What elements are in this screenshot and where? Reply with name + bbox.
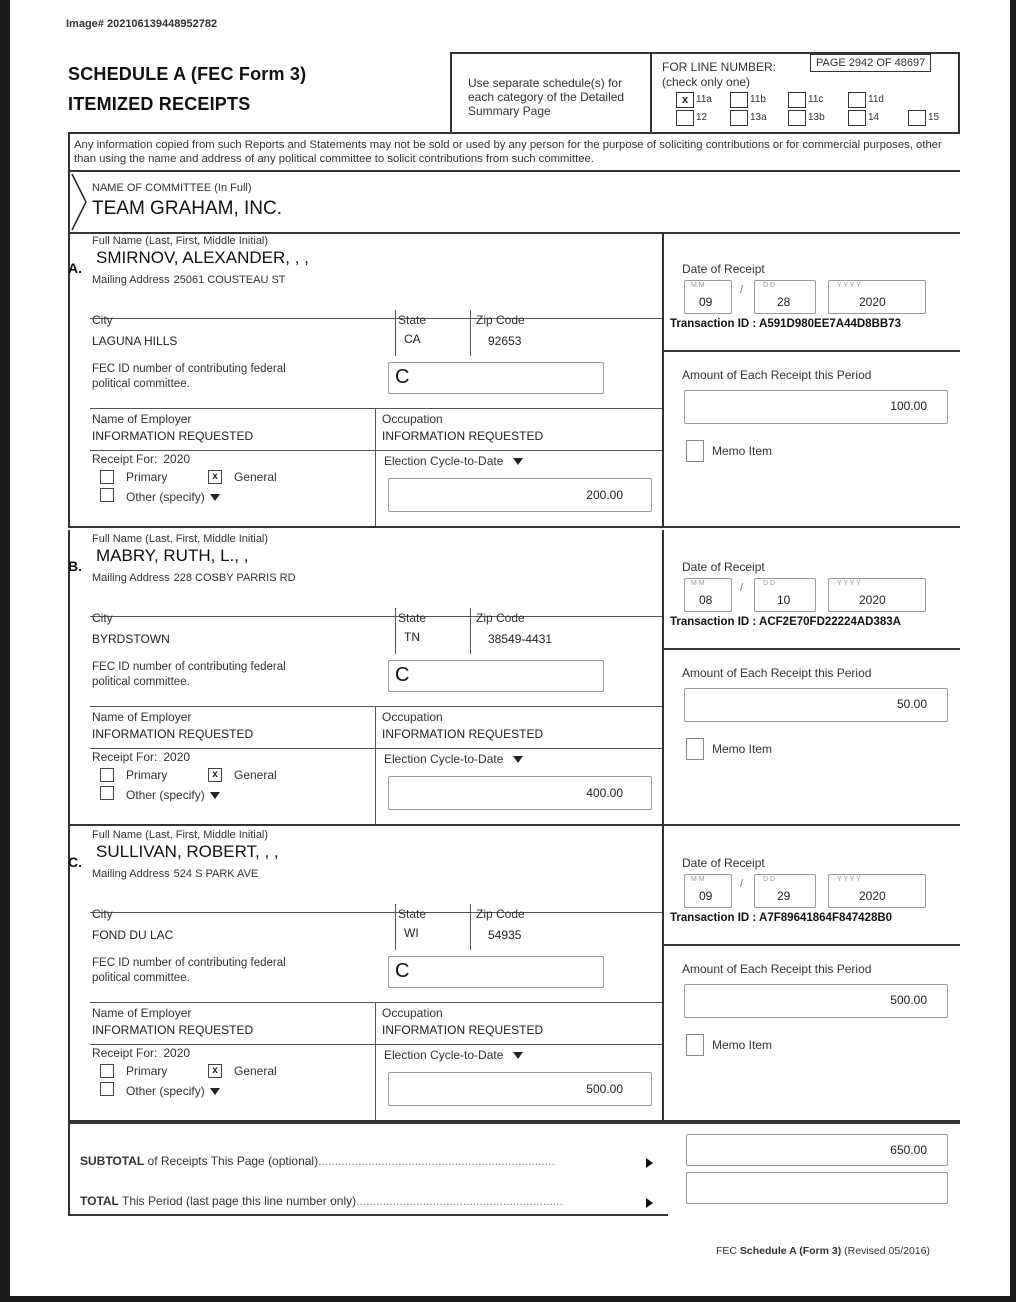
line-13b-label: 13b xyxy=(808,112,825,123)
line-11b-checkbox[interactable] xyxy=(730,92,748,108)
zip-divider xyxy=(470,608,471,654)
entry-left-rule xyxy=(68,826,70,1122)
line-12-label: 12 xyxy=(696,112,708,123)
check-only-note: (check only one) xyxy=(662,75,751,89)
day-hint: D D xyxy=(763,876,776,883)
line-15-checkbox[interactable] xyxy=(908,110,926,126)
date-month-field[interactable] xyxy=(684,874,732,908)
state-label: State xyxy=(398,611,427,625)
month-hint: M M xyxy=(691,282,705,289)
month-hint: M M xyxy=(691,876,705,883)
total-label: TOTAL This Period (last page this line number only).............................................................. xyxy=(80,1194,563,1208)
receipt-for-row xyxy=(92,750,190,764)
receipt-for-row xyxy=(92,1046,190,1060)
date-year-value: 2020 xyxy=(859,295,886,309)
other-specify-label: Other (specify) xyxy=(126,1084,205,1098)
header-divider-2 xyxy=(650,52,652,132)
receipt-for-year: 2020 xyxy=(163,452,191,466)
occupation-label: Occupation xyxy=(382,412,443,426)
totals-bottom-rule xyxy=(68,1214,668,1216)
state-value: TN xyxy=(404,630,420,644)
line-15-label: 15 xyxy=(928,112,940,123)
city-label: City xyxy=(92,907,113,921)
fec-id-field[interactable] xyxy=(388,362,604,394)
zip-value: 38549-4431 xyxy=(488,632,553,646)
transaction-id-label: Transaction ID : xyxy=(670,616,760,628)
zip-label: Zip Code xyxy=(476,907,525,921)
fec-id-field[interactable] xyxy=(388,660,604,692)
image-number: Image# 202106139448952782 xyxy=(66,18,218,30)
city-label: City xyxy=(92,611,113,625)
employer-value: INFORMATION REQUESTED xyxy=(92,727,254,741)
receipt-entry xyxy=(10,232,1010,528)
occupation-divider xyxy=(375,1002,376,1122)
notice-bottom-rule xyxy=(68,170,960,172)
contributor-name: SULLIVAN, ROBERT, , , xyxy=(96,842,279,861)
state-label: State xyxy=(398,313,427,327)
amount-label: Amount of Each Receipt this Period xyxy=(682,368,872,382)
date-day-value: 28 xyxy=(777,295,791,309)
transaction-id xyxy=(670,318,901,330)
usage-notice: Any information copied from such Reports and Statements may not be sold or used by any person for the purpose of soliciting contributions or for commercial purposes, other than using the name and address of any political committee to solicit contributions from such committee. xyxy=(74,139,942,165)
state-divider xyxy=(395,608,396,654)
line-11b-label: 11b xyxy=(750,94,766,105)
zip-divider xyxy=(470,904,471,950)
cycle-to-date-label: Election Cycle-to-Date xyxy=(384,454,504,468)
mailing-address-row xyxy=(92,572,296,584)
cycle-to-date-row xyxy=(384,454,523,468)
date-month-field[interactable] xyxy=(684,578,732,612)
amount-field[interactable] xyxy=(684,390,948,424)
entry-left-rule xyxy=(68,232,70,528)
occupation-divider xyxy=(375,706,376,826)
general-checkbox[interactable]: x xyxy=(208,1064,222,1078)
amount-value: 500.00 xyxy=(890,993,927,1007)
line-14-checkbox[interactable] xyxy=(848,110,866,126)
other-specify-row xyxy=(126,490,220,504)
cycle-to-date-value: 400.00 xyxy=(586,786,623,800)
occupation-divider xyxy=(375,408,376,528)
mailing-address-value: 25061 COUSTEAU ST xyxy=(173,274,286,286)
cycle-to-date-row xyxy=(384,752,523,766)
entry-center-rule xyxy=(662,826,664,1122)
receipt-for-label: Receipt For: xyxy=(92,1046,158,1060)
amount-label: Amount of Each Receipt this Period xyxy=(682,666,872,680)
primary-checkbox[interactable] xyxy=(100,768,114,782)
receipt-row-rule xyxy=(90,748,662,749)
entry-letter: B. xyxy=(68,558,82,574)
date-year-field[interactable] xyxy=(828,280,926,314)
month-hint: M M xyxy=(691,580,705,587)
date-month-value: 08 xyxy=(699,593,713,607)
committee-label: NAME OF COMMITTEE (In Full) xyxy=(92,182,252,194)
zip-label: Zip Code xyxy=(476,611,525,625)
state-value: WI xyxy=(404,926,419,940)
city-row-rule xyxy=(90,318,662,319)
other-specify-row xyxy=(126,1084,220,1098)
form-page xyxy=(10,0,1010,1296)
entry-left-rule xyxy=(68,530,70,826)
full-name-label: Full Name (Last, First, Middle Initial) xyxy=(92,829,269,841)
employer-row-rule xyxy=(90,408,662,409)
day-hint: D D xyxy=(763,282,776,289)
other-dropdown-icon[interactable] xyxy=(210,792,220,799)
receipt-entry xyxy=(10,826,1010,1122)
memo-item-checkbox[interactable] xyxy=(686,440,704,462)
city-value: BYRDSTOWN xyxy=(92,632,170,646)
year-hint: Y Y Y Y xyxy=(837,876,861,883)
line-11d-label: 11d xyxy=(868,94,884,105)
city-value: FOND DU LAC xyxy=(92,928,174,942)
line-11c-checkbox[interactable] xyxy=(788,92,806,108)
entry-letter: C. xyxy=(68,854,82,870)
state-divider xyxy=(395,904,396,950)
full-name-label: Full Name (Last, First, Middle Initial) xyxy=(92,235,269,247)
other-dropdown-icon[interactable] xyxy=(210,494,220,501)
cycle-to-date-label: Election Cycle-to-Date xyxy=(384,752,504,766)
cycle-to-date-value: 500.00 xyxy=(586,1082,623,1096)
transaction-id-label: Transaction ID : xyxy=(670,912,760,924)
date-year-value: 2020 xyxy=(859,889,886,903)
header-divider-1 xyxy=(450,52,452,132)
separate-schedule-note: Use separate schedule(s) for each category of the Detailed Summary Page xyxy=(468,76,625,118)
city-value: LAGUNA HILLS xyxy=(92,334,178,348)
date-separator: / xyxy=(740,582,744,594)
contributor-name: MABRY, RUTH, L., , xyxy=(96,546,249,565)
transaction-rule xyxy=(662,648,960,650)
transaction-id xyxy=(670,616,901,628)
receipt-for-year: 2020 xyxy=(163,1046,191,1060)
line-11a-checkbox[interactable]: x xyxy=(676,92,694,108)
form-title: SCHEDULE A (FEC Form 3) xyxy=(68,64,307,84)
receipt-for-year: 2020 xyxy=(163,750,191,764)
employer-label: Name of Employer xyxy=(92,1006,192,1020)
other-dropdown-icon[interactable] xyxy=(210,1088,220,1095)
transaction-id-value: ACF2E70FD22224AD383A xyxy=(759,616,901,628)
line-12-checkbox[interactable] xyxy=(676,110,694,126)
fec-id-label: FEC ID number of contributing federal political committee. xyxy=(92,363,286,390)
date-year-field[interactable] xyxy=(828,874,926,908)
memo-item-checkbox[interactable] xyxy=(686,1034,704,1056)
general-checkbox[interactable]: x xyxy=(208,470,222,484)
line-11a-label: 11a xyxy=(696,94,712,105)
cycle-to-date-field[interactable] xyxy=(388,1072,652,1106)
date-of-receipt-label: Date of Receipt xyxy=(682,262,765,276)
mailing-address-label: Mailing Address xyxy=(92,572,170,584)
occupation-label: Occupation xyxy=(382,710,443,724)
zip-label: Zip Code xyxy=(476,313,525,327)
other-checkbox[interactable] xyxy=(100,488,114,502)
receipt-for-label: Receipt For: xyxy=(92,750,158,764)
line-11c-label: 11c xyxy=(808,94,824,105)
employer-value: INFORMATION REQUESTED xyxy=(92,429,254,443)
date-month-value: 09 xyxy=(699,889,713,903)
zip-value: 54935 xyxy=(488,928,522,942)
cycle-dropdown-icon[interactable] xyxy=(513,458,523,465)
mailing-address-label: Mailing Address xyxy=(92,274,170,286)
contributor-name: SMIRNOV, ALEXANDER, , , xyxy=(96,248,309,267)
day-hint: D D xyxy=(763,580,776,587)
subtotal-value: 650.00 xyxy=(890,1143,927,1157)
cycle-to-date-row xyxy=(384,1048,523,1062)
form-subtitle: ITEMIZED RECEIPTS xyxy=(68,94,251,114)
transaction-rule xyxy=(662,350,960,352)
line-13a-checkbox[interactable] xyxy=(730,110,748,126)
general-label: General xyxy=(234,768,277,782)
totals-top-rule xyxy=(68,1122,960,1124)
header-right-rule xyxy=(958,52,960,132)
date-month-value: 09 xyxy=(699,295,713,309)
date-day-field[interactable] xyxy=(754,280,816,314)
committee-chevron-icon xyxy=(70,172,90,232)
mailing-address-label: Mailing Address xyxy=(92,868,170,880)
general-checkbox[interactable]: x xyxy=(208,768,222,782)
occupation-value: INFORMATION REQUESTED xyxy=(382,429,544,443)
primary-label: Primary xyxy=(126,470,168,484)
amount-value: 100.00 xyxy=(890,399,927,413)
primary-checkbox[interactable] xyxy=(100,470,114,484)
subtotal-field[interactable] xyxy=(686,1134,948,1166)
fec-id-field[interactable] xyxy=(388,956,604,988)
date-separator: / xyxy=(740,284,744,296)
amount-field[interactable] xyxy=(684,984,948,1018)
other-specify-row xyxy=(126,788,220,802)
occupation-label: Occupation xyxy=(382,1006,443,1020)
year-hint: Y Y Y Y xyxy=(837,580,861,587)
zip-divider xyxy=(470,310,471,356)
mailing-address-value: 228 COSBY PARRIS RD xyxy=(173,572,296,584)
year-hint: Y Y Y Y xyxy=(837,282,861,289)
other-checkbox[interactable] xyxy=(100,786,114,800)
entry-center-rule xyxy=(662,232,664,528)
mailing-address-row xyxy=(92,868,258,880)
total-arrow-icon xyxy=(646,1195,653,1213)
primary-checkbox[interactable] xyxy=(100,1064,114,1078)
state-label: State xyxy=(398,907,427,921)
amount-label: Amount of Each Receipt this Period xyxy=(682,962,872,976)
cycle-dropdown-icon[interactable] xyxy=(513,756,523,763)
date-day-value: 10 xyxy=(777,593,791,607)
receipt-entry xyxy=(10,530,1010,826)
receipt-row-rule xyxy=(90,1044,662,1045)
receipt-row-rule xyxy=(90,450,662,451)
entry-letter: A. xyxy=(68,260,82,276)
date-of-receipt-label: Date of Receipt xyxy=(682,856,765,870)
other-checkbox[interactable] xyxy=(100,1082,114,1096)
fec-id-prefix: C xyxy=(395,366,410,388)
date-day-field[interactable] xyxy=(754,578,816,612)
amount-field[interactable] xyxy=(684,688,948,722)
occupation-value: INFORMATION REQUESTED xyxy=(382,1023,544,1037)
line-13a-label: 13a xyxy=(750,112,767,123)
date-year-value: 2020 xyxy=(859,593,886,607)
date-year-field[interactable] xyxy=(828,578,926,612)
employer-value: INFORMATION REQUESTED xyxy=(92,1023,254,1037)
cycle-to-date-value: 200.00 xyxy=(586,488,623,502)
memo-item-checkbox[interactable] xyxy=(686,738,704,760)
full-name-label: Full Name (Last, First, Middle Initial) xyxy=(92,533,269,545)
primary-label: Primary xyxy=(126,1064,168,1078)
other-specify-label: Other (specify) xyxy=(126,788,205,802)
date-day-field[interactable] xyxy=(754,874,816,908)
committee-name: TEAM GRAHAM, INC. xyxy=(92,198,283,219)
subtotal-arrow-icon xyxy=(646,1155,653,1173)
employer-label: Name of Employer xyxy=(92,412,192,426)
transaction-rule xyxy=(662,944,960,946)
transaction-id-label: Transaction ID : xyxy=(670,318,760,330)
line-number-label: FOR LINE NUMBER: xyxy=(662,60,777,74)
general-label: General xyxy=(234,1064,277,1078)
employer-row-rule xyxy=(90,1002,662,1003)
totals-left-rule xyxy=(68,1122,70,1216)
transaction-id xyxy=(670,912,892,924)
cycle-to-date-label: Election Cycle-to-Date xyxy=(384,1048,504,1062)
city-label: City xyxy=(92,313,113,327)
cycle-to-date-field[interactable] xyxy=(388,478,652,512)
employer-label: Name of Employer xyxy=(92,710,192,724)
transaction-id-value: A7F89641864F847428B0 xyxy=(759,912,893,924)
date-day-value: 29 xyxy=(777,889,791,903)
mailing-address-value: 524 S PARK AVE xyxy=(173,868,259,880)
date-of-receipt-label: Date of Receipt xyxy=(682,560,765,574)
total-field[interactable] xyxy=(686,1172,948,1204)
state-value: CA xyxy=(404,332,421,346)
form-footer: FEC Schedule A (Form 3) (Revised 05/2016) xyxy=(716,1245,930,1257)
line-14-label: 14 xyxy=(868,112,880,123)
general-label: General xyxy=(234,470,277,484)
date-separator: / xyxy=(740,878,744,890)
transaction-id-value: A591D980EE7A44D8BB73 xyxy=(759,318,901,330)
zip-value: 92653 xyxy=(488,334,522,348)
memo-item-label: Memo Item xyxy=(712,742,773,756)
fec-id-label: FEC ID number of contributing federal political committee. xyxy=(92,957,286,984)
city-row-rule xyxy=(90,616,662,617)
primary-label: Primary xyxy=(126,768,168,782)
receipt-for-label: Receipt For: xyxy=(92,452,158,466)
page-number: PAGE 2942 OF 48697 xyxy=(810,54,931,72)
employer-row-rule xyxy=(90,706,662,707)
cycle-to-date-field[interactable] xyxy=(388,776,652,810)
other-specify-label: Other (specify) xyxy=(126,490,205,504)
entry-center-rule xyxy=(662,530,664,826)
fec-id-prefix: C xyxy=(395,960,410,982)
memo-item-label: Memo Item xyxy=(712,444,773,458)
line-13b-checkbox[interactable] xyxy=(788,110,806,126)
city-row-rule xyxy=(90,912,662,913)
state-divider xyxy=(395,310,396,356)
entry-bottom-rule xyxy=(68,526,960,528)
cycle-dropdown-icon[interactable] xyxy=(513,1052,523,1059)
line-11d-checkbox[interactable] xyxy=(848,92,866,108)
subtotal-label: SUBTOTAL of Receipts This Page (optional)....................................................................... xyxy=(80,1154,555,1168)
occupation-value: INFORMATION REQUESTED xyxy=(382,727,544,741)
mailing-address-row xyxy=(92,274,286,286)
notice-top-rule xyxy=(68,132,960,134)
amount-value: 50.00 xyxy=(896,697,927,711)
memo-item-label: Memo Item xyxy=(712,1038,773,1052)
date-month-field[interactable] xyxy=(684,280,732,314)
fec-id-prefix: C xyxy=(395,664,410,686)
fec-id-label: FEC ID number of contributing federal political committee. xyxy=(92,661,286,688)
receipt-for-row xyxy=(92,452,190,466)
